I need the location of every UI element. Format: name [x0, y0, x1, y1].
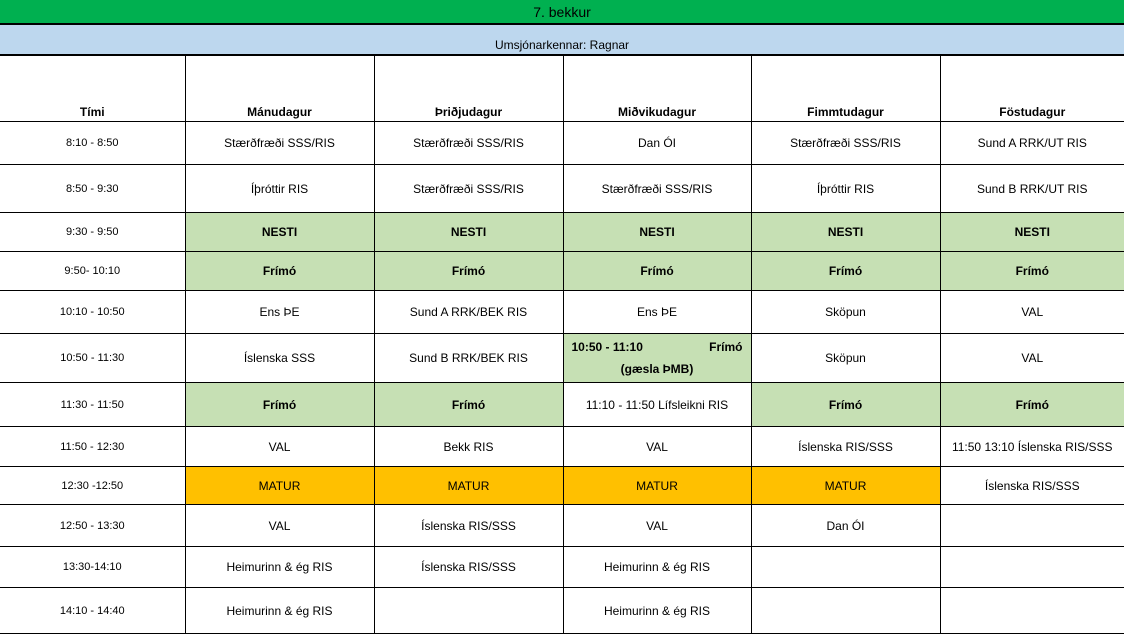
time-cell: 9:50- 10:10	[0, 252, 185, 291]
lesson-cell[interactable]: Sköpun	[751, 334, 940, 383]
snack-cell[interactable]: NESTI	[751, 213, 940, 252]
header-time: Tími	[0, 56, 185, 122]
lesson-cell[interactable]	[374, 588, 563, 634]
lesson-cell[interactable]: Ens ÞE	[185, 291, 374, 334]
recess-cell[interactable]: Frímó	[374, 252, 563, 291]
time-cell: 12:50 - 13:30	[0, 505, 185, 547]
header-row	[0, 56, 1124, 122]
lesson-cell[interactable]: Íslenska RIS/SSS	[374, 505, 563, 547]
lesson-cell[interactable]: Heimurinn & ég RIS	[563, 547, 751, 588]
lesson-cell[interactable]: Dan ÓI	[751, 505, 940, 547]
lesson-cell[interactable]: 11:50 13:10 Íslenska RIS/SSS	[940, 427, 1124, 467]
header-thursday: Fimmtudagur	[751, 56, 940, 122]
timetable	[0, 55, 1124, 634]
recess-cell[interactable]: Frímó	[751, 252, 940, 291]
snack-cell[interactable]: NESTI	[940, 213, 1124, 252]
time-cell: 14:10 - 14:40	[0, 588, 185, 634]
lesson-cell[interactable]: Stærðfræði SSS/RIS	[185, 122, 374, 165]
recess-cell[interactable]: Frímó	[185, 383, 374, 427]
snack-cell[interactable]: NESTI	[185, 213, 374, 252]
lesson-cell[interactable]: Sköpun	[751, 291, 940, 334]
lesson-cell[interactable]	[751, 547, 940, 588]
lesson-cell[interactable]: VAL	[185, 505, 374, 547]
wednesday-recess-cell[interactable]	[563, 334, 751, 383]
lesson-cell[interactable]: Íslenska RIS/SSS	[374, 547, 563, 588]
lesson-cell[interactable]: Bekk RIS	[374, 427, 563, 467]
lunch-cell[interactable]: MATUR	[185, 467, 374, 505]
table-row	[0, 291, 1124, 334]
table-row	[0, 427, 1124, 467]
lesson-cell[interactable]: Heimurinn & ég RIS	[185, 588, 374, 634]
wednesday-recess-label: Frímó	[709, 340, 743, 354]
lesson-cell[interactable]: Heimurinn & ég RIS	[563, 588, 751, 634]
table-row	[0, 334, 1124, 383]
lesson-cell[interactable]: Íþróttir RIS	[185, 165, 374, 213]
lunch-cell[interactable]: MATUR	[563, 467, 751, 505]
snack-cell[interactable]: NESTI	[374, 213, 563, 252]
recess-cell[interactable]: Frímó	[185, 252, 374, 291]
lesson-cell[interactable]: VAL	[940, 334, 1124, 383]
recess-cell[interactable]: Frímó	[940, 383, 1124, 427]
lesson-cell[interactable]: VAL	[940, 291, 1124, 334]
recess-cell[interactable]: Frímó	[563, 252, 751, 291]
lesson-cell[interactable]: Stærðfræði SSS/RIS	[374, 165, 563, 213]
lesson-cell[interactable]: Stærðfræði SSS/RIS	[563, 165, 751, 213]
lesson-cell[interactable]	[940, 547, 1124, 588]
time-cell: 9:30 - 9:50	[0, 213, 185, 252]
lesson-cell[interactable]: Sund A RRK/BEK RIS	[374, 291, 563, 334]
time-cell: 8:10 - 8:50	[0, 122, 185, 165]
lesson-cell[interactable]: Stærðfræði SSS/RIS	[374, 122, 563, 165]
table-row	[0, 252, 1124, 291]
table-row	[0, 547, 1124, 588]
table-row	[0, 383, 1124, 427]
lesson-cell[interactable]: Ens ÞE	[563, 291, 751, 334]
lesson-cell[interactable]: Heimurinn & ég RIS	[185, 547, 374, 588]
lesson-cell[interactable]: Íslenska RIS/SSS	[940, 467, 1124, 505]
header-tuesday: Þriðjudagur	[374, 56, 563, 122]
header-wednesday: Miðvikudagur	[563, 56, 751, 122]
lesson-cell[interactable]: Íþróttir RIS	[751, 165, 940, 213]
lesson-cell[interactable]	[940, 588, 1124, 634]
recess-cell[interactable]: Frímó	[374, 383, 563, 427]
recess-cell[interactable]: Frímó	[940, 252, 1124, 291]
lesson-cell[interactable]	[940, 505, 1124, 547]
time-cell: 13:30-14:10	[0, 547, 185, 588]
wednesday-recess-time: 10:50 - 11:10	[571, 340, 643, 354]
class-title: 7. bekkur	[533, 4, 591, 20]
header-friday: Föstudagur	[940, 56, 1124, 122]
time-cell: 10:10 - 10:50	[0, 291, 185, 334]
table-row	[0, 122, 1124, 165]
lesson-cell[interactable]: Sund A RRK/UT RIS	[940, 122, 1124, 165]
lesson-cell[interactable]: Stærðfræði SSS/RIS	[751, 122, 940, 165]
lesson-cell[interactable]: VAL	[563, 427, 751, 467]
time-cell: 10:50 - 11:30	[0, 334, 185, 383]
time-cell: 11:50 - 12:30	[0, 427, 185, 467]
lesson-cell[interactable]: Sund B RRK/BEK RIS	[374, 334, 563, 383]
header-monday: Mánudagur	[185, 56, 374, 122]
time-cell: 11:30 - 11:50	[0, 383, 185, 427]
table-row	[0, 213, 1124, 252]
time-cell: 12:30 -12:50	[0, 467, 185, 505]
time-cell: 8:50 - 9:30	[0, 165, 185, 213]
lesson-cell[interactable]	[751, 588, 940, 634]
lesson-cell[interactable]: Íslenska RIS/SSS	[751, 427, 940, 467]
wednesday-recess-note: (gæsla ÞMB)	[620, 362, 694, 376]
table-row	[0, 165, 1124, 213]
lesson-cell[interactable]: VAL	[185, 427, 374, 467]
lesson-cell[interactable]: Íslenska SSS	[185, 334, 374, 383]
teacher-bar	[0, 25, 1124, 55]
lesson-cell[interactable]: Dan ÓI	[563, 122, 751, 165]
table-row	[0, 467, 1124, 505]
recess-cell[interactable]: Frímó	[751, 383, 940, 427]
table-row	[0, 505, 1124, 547]
lesson-cell[interactable]: Sund B RRK/UT RIS	[940, 165, 1124, 213]
lunch-cell[interactable]: MATUR	[751, 467, 940, 505]
snack-cell[interactable]: NESTI	[563, 213, 751, 252]
class-title-bar	[0, 0, 1124, 25]
lesson-cell[interactable]: VAL	[563, 505, 751, 547]
lunch-cell[interactable]: MATUR	[374, 467, 563, 505]
lesson-cell[interactable]: 11:10 - 11:50 Lífsleikni RIS	[563, 383, 751, 427]
teacher-label: Umsjónarkennar: Ragnar	[494, 38, 630, 52]
table-row	[0, 588, 1124, 634]
